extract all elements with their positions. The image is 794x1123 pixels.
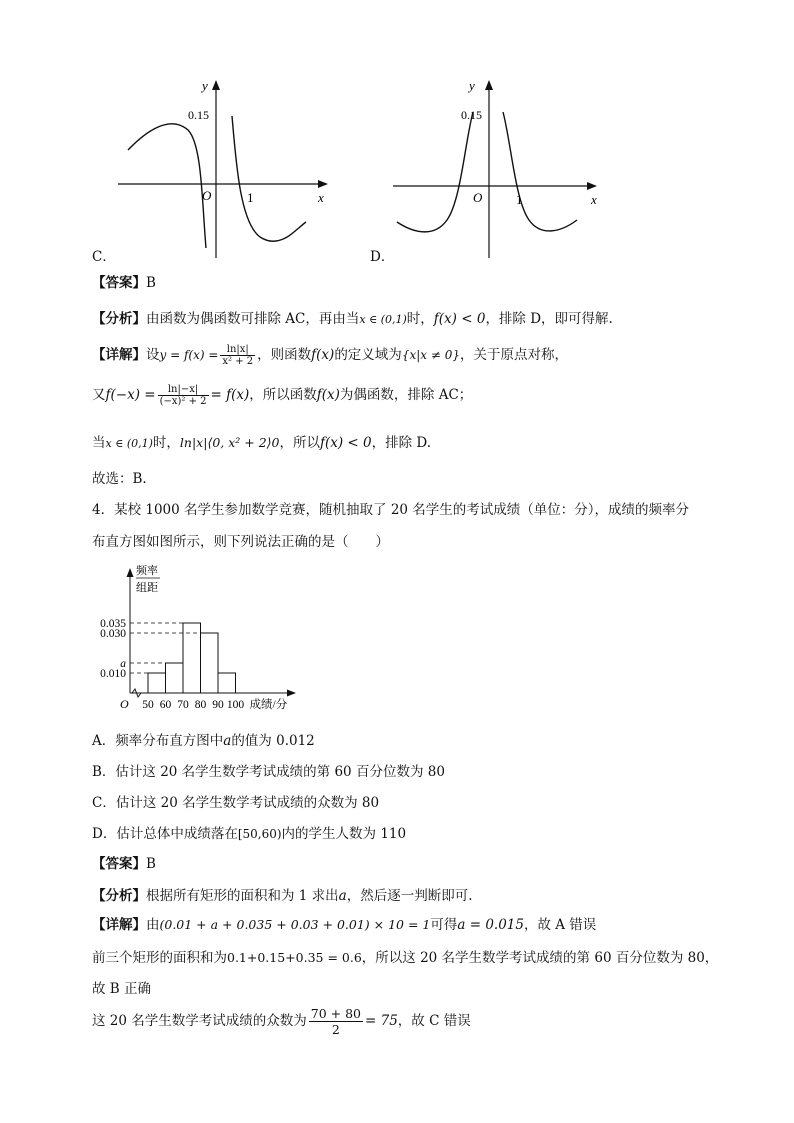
detail-text: ，则函数 (257, 347, 312, 363)
option-text: 的值为 0.012 (231, 733, 315, 749)
q3-detail-line-2 (92, 383, 472, 407)
answer-value: B (146, 275, 156, 291)
answer-tag: 【答案】 (92, 856, 146, 872)
x-tick-label: 1 (516, 192, 523, 207)
fraction (309, 1006, 363, 1037)
fraction-numerator: ln|−x| (158, 384, 209, 396)
detail-text: 为偶函数，排除 AC； (339, 387, 473, 403)
x-axis-arrow (318, 180, 328, 188)
result: = 75 (365, 1013, 398, 1029)
equality: = f(x) (210, 387, 250, 403)
detail-text: 的定义域为 (334, 347, 402, 363)
graph-d (385, 72, 615, 262)
x-tick-label: 1 (247, 190, 254, 205)
detail-text: ，所以函数 (249, 387, 317, 403)
option-text: 内的学生人数为 110 (281, 826, 407, 842)
q3-answer-line (92, 271, 156, 291)
histogram (88, 560, 318, 720)
detail-text: 当 (92, 435, 106, 451)
detail-text: ，所以 (279, 435, 320, 451)
graph-c (110, 72, 340, 262)
q4-stem-line-1: 4．某校 1000 名学生参加数学竞赛，随机抽取了 20 名学生的考试成绩（单位：分），成绩的频率分 (92, 502, 690, 518)
y-axis-arrow (212, 80, 220, 90)
detail-text: 由 (146, 917, 160, 933)
x-label: x (318, 190, 324, 205)
y-axis-arrow (485, 80, 493, 90)
detail-text: 时， (152, 435, 180, 451)
x-tick-label: 60 (159, 699, 172, 711)
bar (166, 663, 184, 693)
y-tick-label: 0.010 (100, 668, 126, 680)
detail-text: 这 20 名学生数学考试成绩的众数为 (92, 1013, 307, 1029)
analysis-text-end: ，排除 D，即可得解. (485, 311, 613, 327)
q3-analysis-line (92, 307, 613, 327)
analysis-condition: x ∈ (0,1) (359, 313, 407, 326)
y-tick-label: 0.030 (100, 628, 126, 640)
detail-text: 前三个矩形的面积和为 (92, 950, 227, 966)
y-tick-label: 0.035 (100, 618, 126, 630)
fraction-numerator: 70 + 80 (310, 1006, 361, 1021)
detail-text: 可得 (430, 917, 458, 933)
detail-tag: 【详解】 (92, 347, 146, 363)
equation: (0.01 + a + 0.035 + 0.03 + 0.01) × 10 = 1 (159, 917, 431, 932)
detail-tag: 【详解】 (92, 917, 146, 933)
x-axis-arrow (587, 182, 597, 190)
inequality: ln|x|⟨0, x² + 2⟩0 (179, 435, 280, 450)
y-tick-label: a (120, 658, 126, 670)
q4-option-c: C．估计这 20 名学生数学考试成绩的众数为 80 (92, 795, 380, 811)
curve-right (232, 116, 306, 241)
analysis-tag: 【分析】 (92, 888, 146, 904)
analysis-inequality: f(x) < 0 (433, 311, 486, 327)
condition: x ∈ (0,1) (105, 437, 153, 450)
curve-left (128, 124, 206, 248)
analysis-text-mid: 时， (406, 311, 434, 327)
detail-text: 设 (146, 347, 160, 363)
q4-answer-line (92, 852, 156, 872)
detail-text: ，故 C 错误 (397, 1013, 471, 1029)
function-neg: f(−x) = (105, 387, 156, 403)
curve-right (503, 112, 577, 231)
domain-set: {x|x ≠ 0} (401, 348, 460, 362)
x-tick-label: 80 (194, 699, 207, 711)
analysis-text: 由函数为偶函数可排除 AC，再由当 (146, 311, 360, 327)
sum-expression: 0.1+0.15+0.35 = 0.6 (227, 950, 362, 965)
y-tick-label: 0.15 (188, 108, 209, 122)
answer-value: B (146, 856, 156, 872)
bar (218, 673, 236, 693)
bar (201, 633, 219, 693)
x-axis-arrow (287, 690, 296, 697)
origin-label: O (120, 697, 129, 711)
analysis-tag: 【分析】 (92, 311, 146, 327)
x-label: x (591, 192, 597, 207)
interval: [50,60) (237, 827, 282, 841)
q3-detail-line-3 (92, 431, 431, 451)
option-d-label: D． (370, 249, 395, 265)
y-axis-label-top: 频率 (136, 565, 158, 577)
option-text: A．频率分布直方图中 (92, 733, 224, 749)
fraction-denominator: 2 (331, 1022, 340, 1037)
inequality: f(x) < 0 (319, 435, 372, 451)
function-symbol: f(x) (316, 387, 340, 403)
x-tick-label: 100 (226, 699, 245, 711)
x-tick-label: 70 (177, 699, 189, 711)
q4-detail-line-3: 故 B 正确 (92, 981, 152, 997)
origin-label: O (202, 188, 212, 203)
detail-text: 又 (92, 387, 106, 403)
option-text: D．估计总体中成绩落在 (92, 826, 238, 842)
bar (148, 673, 166, 693)
detail-text: ，故 A 错误 (523, 917, 597, 933)
y-label: y (202, 78, 208, 93)
y-axis-label-bottom: 组距 (136, 582, 158, 594)
bar (183, 623, 201, 693)
fraction-denominator: x² + 2 (222, 356, 254, 367)
q4-option-d (92, 822, 406, 842)
y-tick-label: 0.15 (461, 108, 482, 122)
q3-detail-line-1 (92, 343, 568, 367)
curve-left (397, 112, 473, 232)
x-tick-label: 50 (142, 699, 154, 711)
y-axis-arrow (127, 568, 134, 577)
detail-text: ，排除 D. (371, 435, 432, 451)
detail-text: ，关于原点对称， (459, 347, 568, 363)
q4-detail-line-2 (92, 946, 718, 966)
function-definition: y = f(x) = (159, 348, 219, 362)
analysis-text: 根据所有矩形的面积和为 1 求出 (146, 888, 339, 904)
q4-option-b: B．估计这 20 名学生数学考试成绩的第 60 百分位数为 80 (92, 764, 445, 780)
detail-text: ，所以这 20 名学生数学考试成绩的第 60 百分位数为 80， (361, 950, 719, 966)
q3-choose: 故选：B. (92, 471, 147, 487)
fraction (220, 344, 255, 367)
analysis-text: ，然后逐一判断即可. (346, 888, 473, 904)
q4-stem-line-2: 布直方图如图所示，则下列说法正确的是（ ） (92, 534, 389, 550)
variable: a (338, 888, 347, 904)
origin-label: O (473, 190, 483, 205)
y-label: y (469, 78, 475, 93)
result: a = 0.015 (457, 917, 524, 933)
q4-analysis-line (92, 884, 473, 904)
q4-detail-line-4 (92, 1006, 471, 1037)
variable: a (223, 733, 232, 749)
fraction-numerator: ln|x| (220, 344, 255, 356)
fraction (158, 384, 209, 407)
option-c-label: C． (92, 249, 116, 265)
q4-option-a (92, 729, 315, 749)
function-symbol: f(x) (311, 347, 335, 363)
x-axis-label: 成绩/分 (249, 699, 288, 711)
fraction-denominator: (−x)² + 2 (159, 396, 207, 407)
q4-detail-line-1 (92, 913, 596, 933)
x-tick-label: 90 (212, 699, 224, 711)
answer-tag: 【答案】 (92, 275, 146, 291)
